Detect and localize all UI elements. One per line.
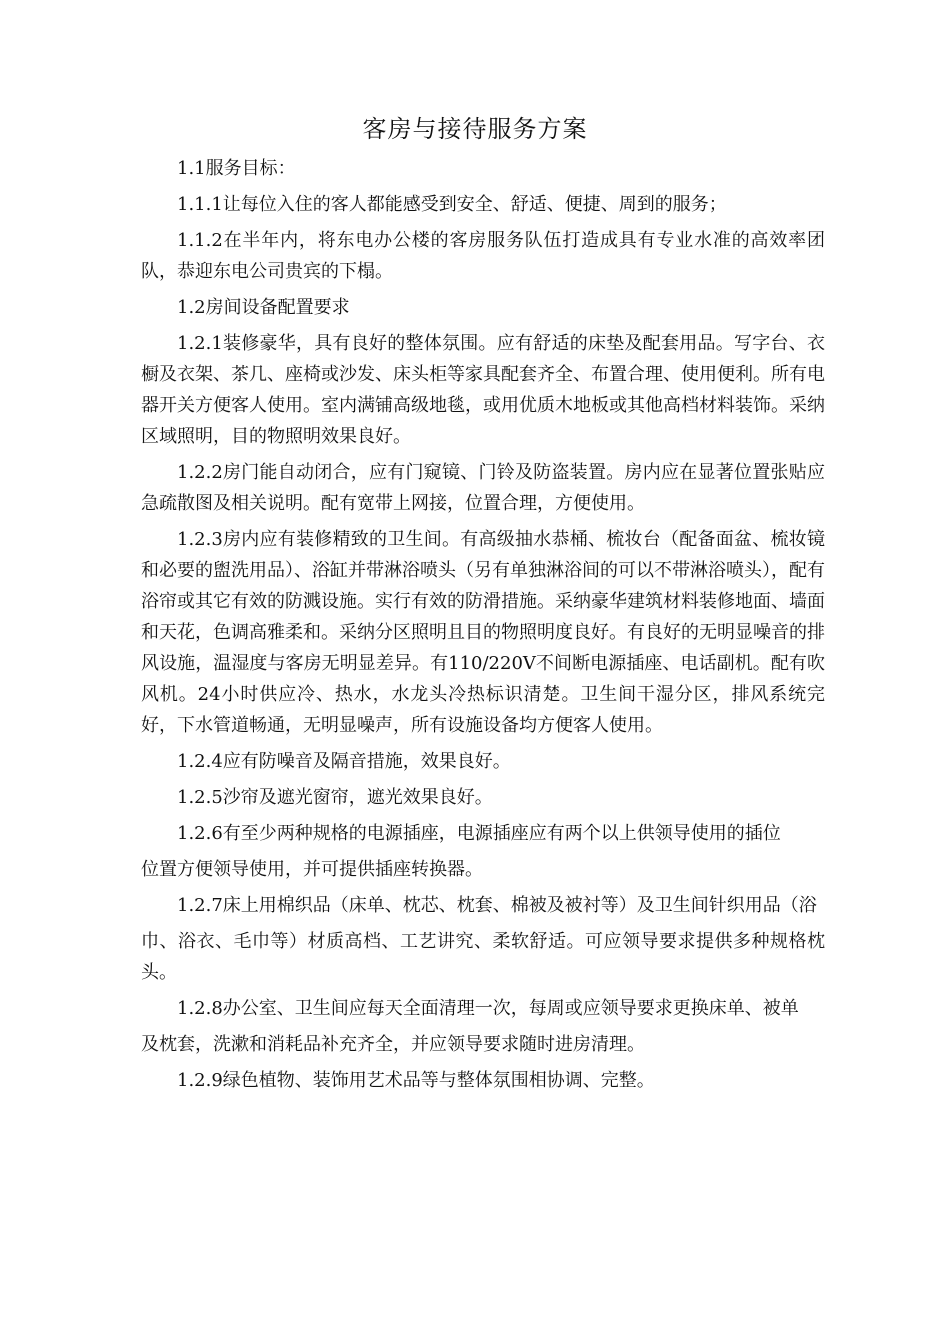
paragraph-1-1-2: 1.1.2在半年内，将东电办公楼的客房服务队伍打造成具有专业水准的高效率团队，恭迎东电公司贵宾的下榻。 — [141, 230, 825, 282]
paragraph-1-2-1: 1.2.1装修豪华，具有良好的整体氛围。应有舒适的床垫及配套用品。写字台、衣橱及衣架、茶几、座椅或沙发、床头柜等家具配套齐全、布置合理、使用便利。所有电器开关方便客人使用。室内满铺高级地毯，或用优质木地板或其他高档材料装饰。采纳区域照明，目的物照明效果良好。 — [141, 333, 825, 447]
paragraph-1-2-7: 1.2.7床上用棉织品（床单、枕芯、枕套、棉被及被衬等）及卫生间针织用品（浴 — [177, 895, 817, 916]
document-title: 客房与接待服务方案 — [362, 115, 588, 143]
paragraph-1-2-6: 1.2.6有至少两种规格的电源插座，电源插座应有两个以上供领导使用的插位 — [177, 823, 781, 844]
paragraph-1-2-8: 1.2.8办公室、卫生间应每天全面清理一次，每周或应领导要求更换床单、被单 — [177, 998, 799, 1019]
paragraph-1-2-3: 1.2.3房内应有装修精致的卫生间。有高级抽水恭桶、梳妆台（配备面盆、梳妆镜和必要的盥洗用品）、浴缸并带淋浴喷头（另有单独淋浴间的可以不带淋浴喷头），配有浴帘或其它有效的防溅设施。实行有效的防滑措施。采纳豪华建筑材料装修地面、墙面和天花，色调高雅柔和。采纳分区照明且目的物照明度良好。有良好的无明显噪音的排风设施，温湿度与客房无明显差异。有110/220V不间断电源插座、电话副机。配有吹风机。24小时供应冷、热水，水龙头冷热标识清楚。卫生间干湿分区，排风系统完好，下水管道畅通，无明显噪声，所有设施设备均方便客人使用。 — [141, 529, 825, 736]
paragraph-1-2-2: 1.2.2房门能自动闭合，应有门窥镜、门铃及防盗装置。房内应在显著位置张贴应急疏散图及相关说明。配有宽带上网接，位置合理，方便使用。 — [141, 462, 825, 514]
paragraph-1-1-1: 1.1.1让每位入住的客人都能感受到安全、舒适、便捷、周到的服务； — [177, 194, 727, 215]
document-body — [141, 153, 825, 1101]
paragraph-1-2-9: 1.2.9绿色植物、装饰用艺术品等与整体氛围相协调、完整。 — [177, 1070, 655, 1091]
paragraph-1-1: 1.1服务目标： — [177, 158, 296, 179]
paragraph-1-2-4: 1.2.4应有防噪音及隔音措施，效果良好。 — [177, 751, 511, 772]
paragraph-1-2-7-continued: 巾、浴衣、毛巾等）材质高档、工艺讲究、柔软舒适。可应领导要求提供多种规格枕头。 — [141, 931, 825, 983]
paragraph-1-2: 1.2房间设备配置要求 — [177, 297, 350, 318]
paragraph-1-2-6-continued: 位置方便领导使用，并可提供插座转换器。 — [141, 859, 483, 880]
paragraph-1-2-8-continued: 及枕套，洗漱和消耗品补充齐全，并应领导要求随时进房清理。 — [141, 1034, 645, 1055]
paragraph-1-2-5: 1.2.5沙帘及遮光窗帘，遮光效果良好。 — [177, 787, 493, 808]
